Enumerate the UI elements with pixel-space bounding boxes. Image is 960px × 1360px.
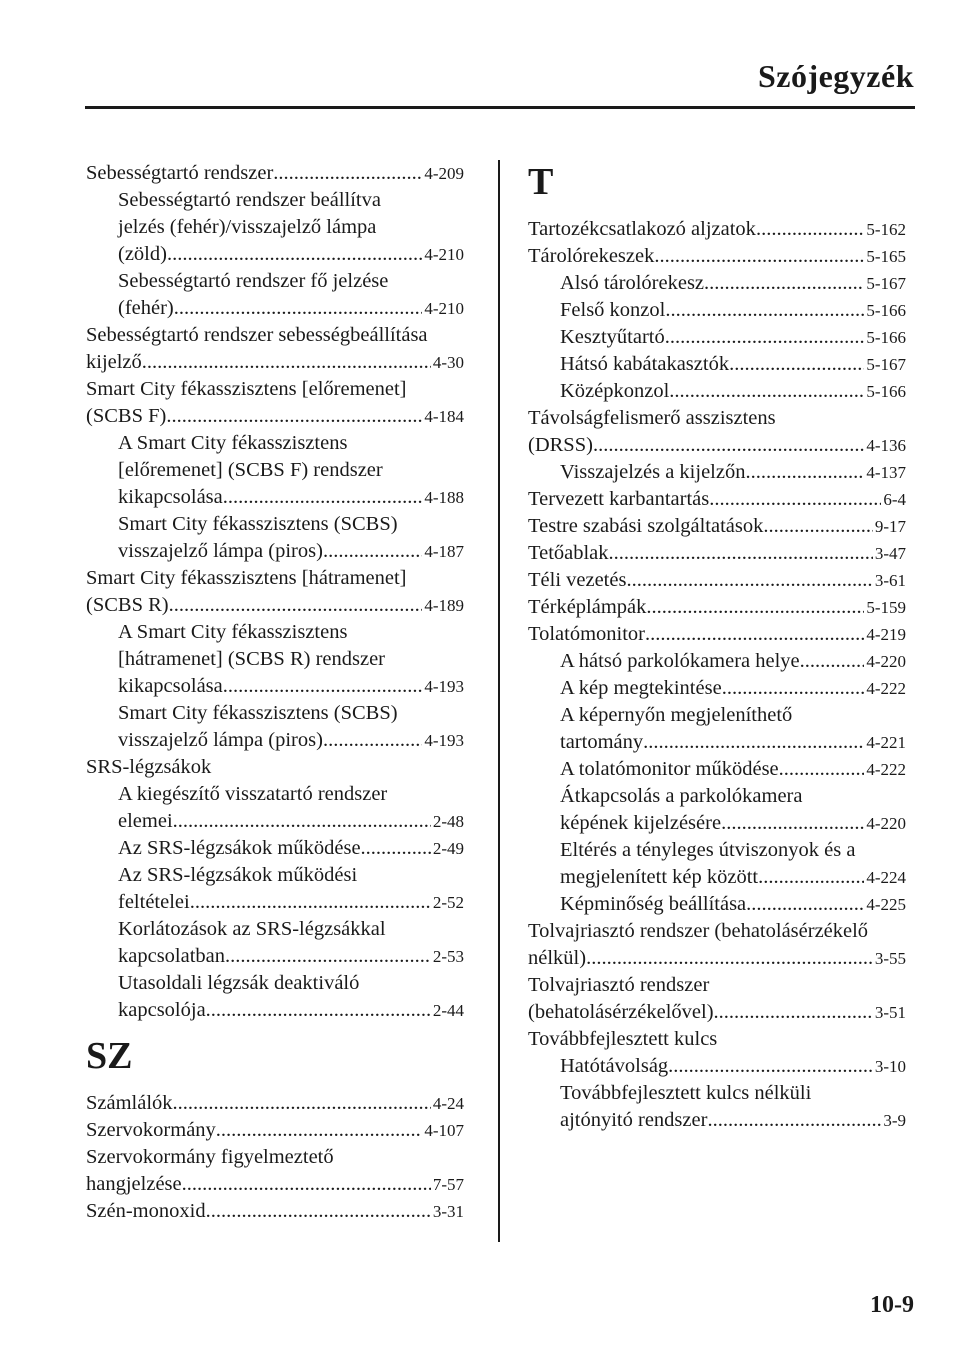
entry-text: (DRSS) [528, 434, 593, 456]
dot-leader [323, 727, 422, 754]
entry-text: Tolvajriasztó rendszer [528, 974, 710, 996]
entry-text: Téli vezetés [528, 569, 627, 591]
entry-text: (SCBS R) [86, 594, 169, 616]
page-reference[interactable]: 4-219 [866, 625, 906, 644]
dot-leader [746, 891, 864, 918]
dot-leader [173, 1090, 431, 1117]
page-reference[interactable]: 2-49 [432, 839, 464, 858]
dot-leader [645, 621, 864, 648]
entry-text: Felső konzol [560, 299, 666, 321]
index-entry [528, 567, 906, 594]
page-reference[interactable]: 5-159 [866, 598, 906, 617]
index-subentry [528, 891, 906, 918]
page-reference[interactable]: 6-4 [883, 490, 906, 509]
index-subentry [528, 459, 906, 486]
dot-leader [142, 349, 431, 376]
entry-text: képének kijelzésére [560, 812, 722, 834]
dot-leader [758, 864, 864, 891]
dot-leader [273, 160, 422, 187]
index-entry [86, 754, 464, 781]
dot-leader [714, 999, 873, 1026]
page-reference[interactable]: 3-31 [432, 1202, 464, 1221]
dot-leader [704, 270, 864, 297]
dot-leader [586, 945, 873, 972]
page-reference[interactable]: 5-166 [866, 328, 906, 347]
page-reference[interactable]: 3-10 [874, 1057, 906, 1076]
page-reference[interactable]: 5-167 [866, 274, 906, 293]
entry-text: Továbbfejlesztett kulcs nélküli [560, 1082, 812, 1104]
entry-text: A képernyőn megjeleníthető [560, 704, 793, 726]
index-entry [86, 1090, 464, 1117]
entry-text: Tartozékcsatlakozó aljzatok [528, 218, 756, 240]
index-entry [86, 160, 464, 187]
entry-text: hangjelzése [86, 1173, 182, 1195]
entry-text: Hátsó kabátakasztók [560, 353, 730, 375]
entry-text: megjelenített kép között [560, 866, 759, 888]
index-subentry [86, 268, 464, 322]
page-reference[interactable]: 4-193 [424, 677, 464, 696]
entry-text: kapcsolója [118, 999, 206, 1021]
entry-text: Smart City fékasszisztens [hátramenet] [86, 567, 407, 589]
dot-leader [216, 1117, 423, 1144]
entry-text: kikapcsolása [118, 675, 223, 697]
index-column-right [528, 160, 906, 1134]
page-reference[interactable]: 4-222 [866, 760, 906, 779]
entry-text: A hátsó parkolókamera helye [560, 650, 800, 672]
page-reference[interactable]: 5-165 [866, 247, 906, 266]
index-entry [528, 972, 906, 1026]
page-reference[interactable]: 4-224 [866, 868, 906, 887]
entry-text: Szervokormány [86, 1119, 216, 1141]
dot-leader [361, 835, 431, 862]
index-entry [528, 540, 906, 567]
index-subentry [86, 862, 464, 916]
index-subentry [86, 781, 464, 835]
page-reference[interactable]: 4-189 [424, 596, 464, 615]
index-subentry [528, 351, 906, 378]
header-rule [85, 106, 915, 109]
entry-text: Továbbfejlesztett kulcs [528, 1028, 718, 1050]
dot-leader [225, 943, 431, 970]
index-subentry [528, 324, 906, 351]
entry-text: Az SRS-légzsákok működése [118, 837, 361, 859]
page-reference[interactable]: 4-136 [866, 436, 906, 455]
page-reference[interactable]: 5-162 [866, 220, 906, 239]
entry-text: visszajelző lámpa (piros) [118, 729, 323, 751]
section-letter: T [528, 161, 554, 203]
dot-leader [169, 592, 423, 619]
dot-leader [669, 378, 864, 405]
page-reference[interactable]: 4-30 [432, 353, 464, 372]
page-reference[interactable]: 5-166 [866, 301, 906, 320]
dot-leader [206, 1198, 431, 1225]
page-number: 10-9 [870, 1292, 914, 1318]
page-reference[interactable]: 4-209 [424, 164, 464, 183]
entry-text: Eltérés a tényleges útviszonyok és a [560, 839, 856, 861]
entry-text: ajtónyitó rendszer [560, 1109, 708, 1131]
page-reference[interactable]: 5-166 [866, 382, 906, 401]
page-reference[interactable]: 2-52 [432, 893, 464, 912]
page-reference[interactable]: 3-47 [874, 544, 906, 563]
index-subentry [528, 378, 906, 405]
dot-leader [745, 459, 864, 486]
dot-leader [182, 1171, 431, 1198]
index-entry [528, 918, 906, 972]
entry-text: [hátramenet] (SCBS R) rendszer [118, 648, 385, 670]
entry-text: Képminőség beállítása [560, 893, 747, 915]
entry-text: Alsó tárolórekesz [560, 272, 705, 294]
dot-leader [174, 295, 423, 322]
dot-leader [323, 538, 422, 565]
entry-text: Smart City fékasszisztens [előremenet] [86, 378, 407, 400]
index-subentry [86, 970, 464, 1024]
page-reference[interactable]: 4-221 [866, 733, 906, 752]
index-entry [528, 1026, 906, 1053]
dot-leader [729, 351, 864, 378]
page-reference[interactable]: 4-222 [866, 679, 906, 698]
page-header-title: Szójegyzék [757, 58, 914, 94]
entry-text: elemei [118, 810, 173, 832]
entry-text: Smart City fékasszisztens (SCBS) [118, 702, 398, 724]
index-entry [86, 1117, 464, 1144]
page-reference[interactable]: 4-193 [424, 731, 464, 750]
entry-text: Sebességtartó rendszer fő jelzése [118, 270, 389, 292]
dot-leader [756, 216, 864, 243]
page-reference[interactable]: 4-220 [866, 652, 906, 671]
index-entry [528, 486, 906, 513]
dot-leader [800, 648, 865, 675]
index-entry [528, 243, 906, 270]
index-entry [86, 376, 464, 430]
page-reference[interactable]: 7-57 [432, 1175, 464, 1194]
entry-text: Tolatómonitor [528, 623, 645, 645]
dot-leader [609, 540, 873, 567]
entry-text: nélkül) [528, 947, 587, 969]
dot-leader [779, 756, 865, 783]
dot-leader [665, 324, 865, 351]
entry-text: Sebességtartó rendszer [86, 162, 274, 184]
entry-text: Számlálók [86, 1092, 173, 1114]
entry-text: Tetőablak [528, 542, 609, 564]
page-reference[interactable]: 4-187 [424, 542, 464, 561]
entry-text: Testre szabási szolgáltatások [528, 515, 764, 537]
index-entry [528, 405, 906, 459]
entry-text: Korlátozások az SRS-légzsákkal [118, 918, 386, 940]
page-reference[interactable]: 4-107 [424, 1121, 464, 1140]
entry-text: Visszajelzés a kijelzőn [560, 461, 746, 483]
entry-text: A tolatómonitor működése [560, 758, 779, 780]
page-reference[interactable]: 3-9 [883, 1111, 906, 1130]
dot-leader [190, 889, 431, 916]
entry-text: jelzés (fehér)/visszajelző lámpa [118, 216, 377, 238]
entry-text: A Smart City fékasszisztens [118, 432, 348, 454]
page-reference[interactable]: 4-137 [866, 463, 906, 482]
entry-text: Tervezett karbantartás [528, 488, 710, 510]
entry-text: kijelző [86, 351, 142, 373]
page-reference[interactable]: 2-44 [432, 1001, 464, 1020]
entry-text: [előremenet] (SCBS F) rendszer [118, 459, 383, 481]
dot-leader [668, 1053, 873, 1080]
index-subentry [528, 270, 906, 297]
entry-text: Tárolórekeszek [528, 245, 655, 267]
page-reference[interactable]: 4-210 [424, 245, 464, 264]
index-subentry [86, 430, 464, 511]
entry-text: (SCBS F) [86, 405, 167, 427]
dot-leader [709, 486, 881, 513]
entry-text: Az SRS-légzsákok működési [118, 864, 358, 886]
index-subentry [528, 837, 906, 891]
entry-text: kikapcsolása [118, 486, 223, 508]
dot-leader [206, 997, 431, 1024]
dot-leader [707, 1107, 881, 1134]
index-subentry [528, 783, 906, 837]
page-reference[interactable]: 4-210 [424, 299, 464, 318]
dot-leader [665, 297, 864, 324]
page-reference[interactable]: 9-17 [874, 517, 906, 536]
index-entry [528, 621, 906, 648]
entry-text: Smart City fékasszisztens (SCBS) [118, 513, 398, 535]
entry-text: (zöld) [118, 243, 167, 265]
index-subentry [86, 700, 464, 754]
entry-text: (fehér) [118, 297, 174, 319]
index-entry [86, 1198, 464, 1225]
page-reference[interactable]: 2-53 [432, 947, 464, 966]
entry-text: Átkapcsolás a parkolókamera [560, 785, 803, 807]
page-reference[interactable]: 4-220 [866, 814, 906, 833]
entry-text: visszajelző lámpa (piros) [118, 540, 323, 562]
entry-text: A Smart City fékasszisztens [118, 621, 348, 643]
entry-text: A kép megtekintése [560, 677, 722, 699]
dot-leader [223, 484, 423, 511]
entry-text: Távolságfelismerő asszisztens [528, 407, 776, 429]
dot-leader [722, 675, 865, 702]
dot-leader [646, 594, 864, 621]
page-reference[interactable]: 5-167 [866, 355, 906, 374]
index-subentry [528, 297, 906, 324]
page-reference[interactable]: 4-184 [424, 407, 464, 426]
entry-text: (behatolásérzékelővel) [528, 1001, 714, 1023]
page-reference[interactable]: 3-55 [874, 949, 906, 968]
index-column-left [86, 160, 464, 1225]
page-reference[interactable]: 4-24 [432, 1094, 464, 1113]
dot-leader [626, 567, 872, 594]
page-reference[interactable]: 3-51 [874, 1003, 906, 1022]
entry-text: Sebességtartó rendszer sebességbeállítása [86, 324, 428, 346]
entry-text: Középkonzol [560, 380, 670, 402]
index-entry [528, 513, 906, 540]
index-subentry [86, 511, 464, 565]
dot-leader [763, 513, 872, 540]
entry-text: feltételei [118, 891, 190, 913]
index-subentry [528, 1080, 906, 1134]
index-subentry [86, 187, 464, 268]
page-reference[interactable]: 4-225 [866, 895, 906, 914]
entry-text: A kiegészítő visszatartó rendszer [118, 783, 388, 805]
index-subentry [86, 916, 464, 970]
dot-leader [654, 243, 864, 270]
dot-leader [643, 729, 864, 756]
entry-text: Kesztyűtartó [560, 326, 665, 348]
entry-text: Térképlámpák [528, 596, 647, 618]
index-subentry [86, 619, 464, 700]
entry-text: Utasoldali légzsák deaktiváló [118, 972, 360, 994]
index-entry [528, 594, 906, 621]
dot-leader [721, 810, 864, 837]
index-subentry [528, 648, 906, 675]
dot-leader [173, 808, 431, 835]
dot-leader [166, 403, 422, 430]
index-entry [86, 565, 464, 619]
section-letter: SZ [86, 1035, 133, 1077]
dot-leader [593, 432, 864, 459]
index-subentry [528, 675, 906, 702]
entry-text: SRS-légzsákok [86, 756, 212, 778]
index-entry [528, 216, 906, 243]
dot-leader [223, 673, 423, 700]
entry-text: kapcsolatban [118, 945, 226, 967]
entry-text: Szén-monoxid [86, 1200, 206, 1222]
entry-text: Sebességtartó rendszer beállítva [118, 189, 381, 211]
entry-text: Hatótávolság [560, 1055, 669, 1077]
index-entry [86, 1144, 464, 1198]
index-subentry [528, 1053, 906, 1080]
index-subentry [86, 835, 464, 862]
entry-text: Szervokormány figyelmeztető [86, 1146, 334, 1168]
index-entry [86, 322, 464, 376]
entry-text: tartomány [560, 731, 644, 753]
index-subentry [528, 702, 906, 756]
index-subentry [528, 756, 906, 783]
page-reference[interactable]: 4-188 [424, 488, 464, 507]
dot-leader [167, 241, 422, 268]
page-reference[interactable]: 2-48 [432, 812, 464, 831]
entry-text: Tolvajriasztó rendszer (behatolásérzékelő [528, 920, 869, 942]
page-reference[interactable]: 3-61 [874, 571, 906, 590]
column-divider [498, 160, 500, 1242]
